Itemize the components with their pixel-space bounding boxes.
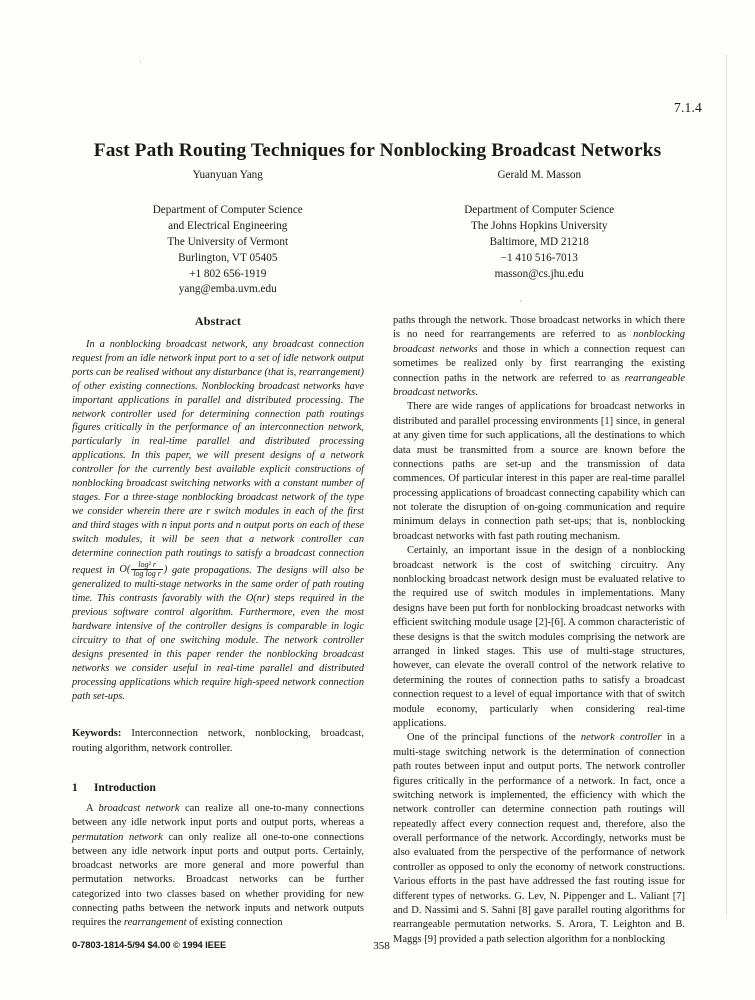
formula-numerator: log² r [131,561,163,570]
section-number: 1 [72,782,78,795]
formula-prefix: O( [119,564,131,576]
affiliation-line: Baltimore, MD 21218 [489,235,589,248]
formula-denominator: log log r [133,568,161,578]
right-paragraph-4 [393,731,685,947]
right-text-b: and those in which a connection request can sometimes be realized only by first rearranging the existing connection paths in the network are referred to as [393,343,685,384]
intro-text-c: can only realize all one-to-one connections between any idle network input ports and output ports. Certainly, broadcast networks are more general and more powerful than permutation networks. Broadcast networks can be further categorized into two classes based on whether providing for new connecting paths between the network inputs and network outputs requires the [72,831,364,928]
affiliation-line: Burlington, VT 05405 [178,251,278,264]
page-number: 358 [373,940,390,952]
intro-text-a: A [86,803,99,815]
affiliation-line: The Johns Hopkins University [471,219,608,232]
emphasis-network-controller: network controller [580,732,662,744]
affiliation-line: and Electrical Engineering [168,219,288,232]
scan-artifact-speck [520,300,522,302]
column-right [393,314,685,945]
affiliation-line: Department of Computer Science [464,203,615,216]
right-text-c: . [475,386,478,398]
author-email: yang@emba.uvm.edu [178,283,277,296]
right-paragraph-2 [393,400,685,544]
right-text-a: paths through the network. Those broadcast networks in which there is no need for rearrangements are referred to as [393,315,685,341]
right-paragraph-3 [393,544,685,731]
abstract-part-1: In a nonblocking broadcast network, any broadcast connection request from an idle network input port to a set of idle network output ports can be realised without any disturbance (that is, rearrangement) of other existing connections. Nonblocking broadcast networks have important applications in parallel and distributed processing. The network controller used for determining connection path routings figures critically in the performance of an interconnection network, particularly in real-time parallel and distributed processing applications. In this paper, we will present designs of a network controller for the currently best available explicit constructions of nonblocking broadcast switching networks with a constant number of stages. For a three-stage nonblocking broadcast network of the type we consider wherein there are r switch modules in each of the first and third stages with n input ports and n output ports on each of these switch modules, it will be seen that a network controller can determine connection path routings to satisfy a broadcast connection request in [72,339,364,576]
column-left [72,314,365,928]
right-paragraph-continuation [393,314,685,400]
scan-artifact-speck [140,60,141,63]
emphasis-nonblocking-broadcast-networks: nonblocking broadcast networks [393,329,685,355]
author-phone: −1 410 516-7013 [500,251,578,264]
right-paragraph-3-text: Certainly, an important issue in the design of a nonblocking broadcast network is the cost of switching circuitry. Any nonblocking broadcast network design must be evaluated relative to the required use of switch modules in implementations. Many designs have been put forth for nonblocking broadcast networks with efficient switching module usage [2]-[6]. A common characteristic of these designs is that the switch modules comprising the network are arranged in linked stages. This use of multi-stage structures, however, can elevate the overall control of the network relative to determining the routes of connection paths to satisfy a broadcast connection request to a level of equal importance with that of switch module economy, particularly when considering real-time applications. [393,545,685,729]
intro-emphasis-broadcast-network: broadcast network [98,803,180,815]
affiliation-line: The University of Vermont [167,235,289,248]
right-text-d: One of the principal functions of the [407,732,581,744]
abstract-heading: Abstract [194,314,242,328]
formula-fraction [131,561,163,579]
abstract-formula [119,559,168,578]
author-column-left [72,168,384,298]
affiliation-line: Department of Computer Science [152,203,303,216]
keywords-label: Keywords: [72,728,122,740]
copyright-notice: 0-7803-1814-5/94 $4.00 © 1994 IEEE [72,939,227,950]
keywords-text: Interconnection network, nonblocking, broadcast, routing algorithm, network controller. [72,728,364,754]
abstract-part-2: gate propagations. The designs will also be generalized to multi-stage networks in the same order of path routing time. This contrasts favorably with the O(nr) steps required in the previous software control algorithm. Furthermore, even the most hardware intensive of the controller designs is comparable in logic circuitry to that of one switching module. The network controller designs presented in this paper render the nonblocking broadcast networks we consider useful in real-time parallel and distributed processing applications which require high-speed network connection path set-ups. [72,564,365,702]
abstract-text [72,338,364,703]
session-identifier: 7.1.4 [674,100,702,115]
emphasis-rearrangeable-broadcast-networks: rearrangeable broadcast networks [393,372,685,398]
page-title: Fast Path Routing Techniques for Nonblocking Broadcast Networks [93,139,662,161]
author-block [72,168,695,298]
intro-emphasis-rearrangement: rearrangement [123,917,187,928]
keywords-block [72,727,364,756]
intro-emphasis-permutation-network: permutation network [72,831,163,843]
intro-text-b: can realize all one-to-many connections between any idle network input ports and output ports, whereas a [72,803,364,829]
right-paragraph-2-text: There are wide ranges of applications for broadcast networks in distributed and parallel processing environments [1] since, in general at any given time for such applications, all the destinations to which data must be transmitted from a source are known before the connections paths are set-up and the transmission of data commences. Of particular interest in this paper are real-time parallel processing applications of broadcast connecting capability which can not tolerate the disruption of on-going communication and require minimum delays in connection path set-ups; that is, nonblocking broadcast networks with fast path routing mechanism. [393,401,685,542]
author-email: masson@cs.jhu.edu [494,267,584,280]
section-heading-introduction [72,782,364,794]
intro-paragraph-1 [72,802,364,930]
scan-artifact-line [726,55,727,915]
intro-text-d: of existing connection [186,917,283,928]
right-text-e: in a multi-stage switching network is the determination of connection path routes between input and output ports. The network controller figures critically in the performance of a network. In fact, once a switching network is implemented, the efficiency with which the network controller can determine connection path routings will repeatedly affect every connection request and, therefore, also the overall performance of the network. Accordingly, networks must be also evaluated from the perspective of the performance of network controller as opposed to only the economy of network constructions. Various efforts in the past have addressed the fast routing issue for different types of networks. G. Lev, N. Pippenger and L. Valiant [7] and D. Nassimi and S. Sahni [8] gave parallel routing algorithms for rearrangeable permutation networks. S. Arora, T. Leighton and B. Maggs [9] provided a path selection algorithm for a nonblocking [393,732,685,945]
author-column-right [384,168,696,298]
author-name: Gerald M. Masson [497,169,582,181]
author-phone: +1 802 656-1919 [189,267,267,280]
author-name: Yuanyuan Yang [192,169,263,181]
section-title: Introduction [94,782,156,795]
formula-suffix: ) [163,564,168,576]
